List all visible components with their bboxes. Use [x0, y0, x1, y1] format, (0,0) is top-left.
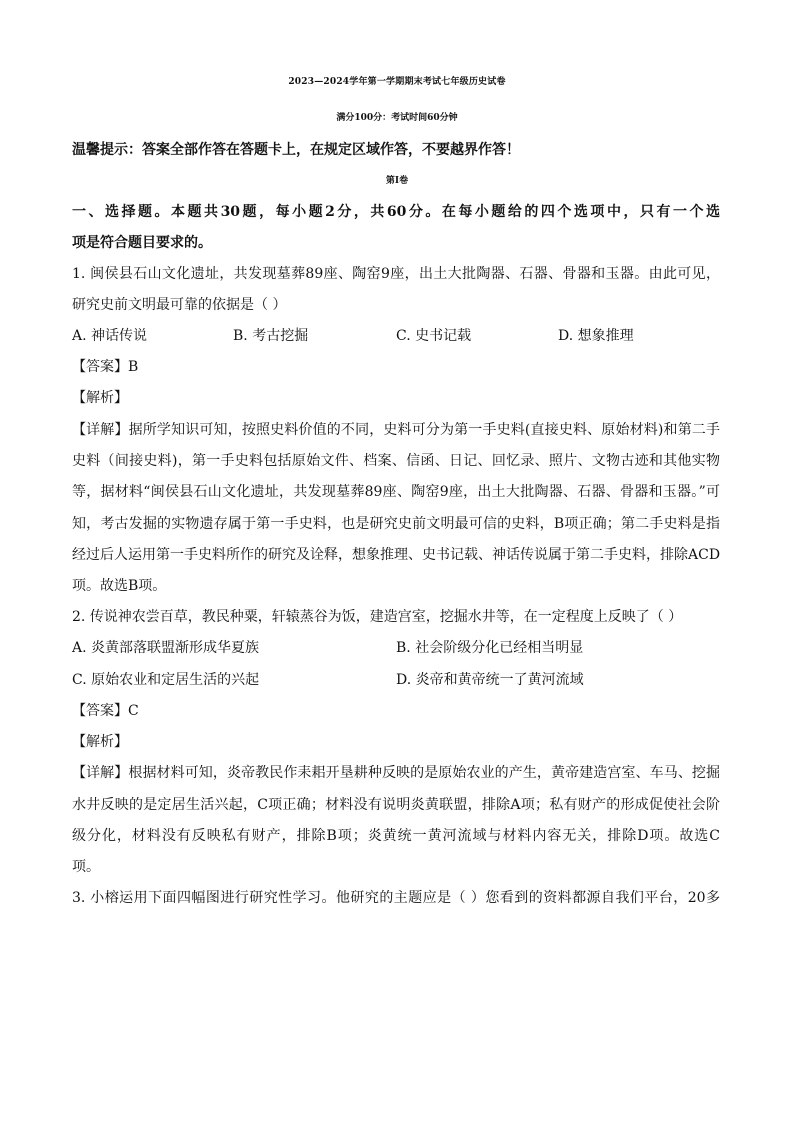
- question-2-option-d: D. 炎帝和黄帝统一了黄河流域: [396, 672, 584, 688]
- question-1-detail-line-2: 史料（间接史料)，第一手史料包括原始文件、档案、信函、日记、回忆录、照片、文物古迹和其他实物: [72, 453, 720, 469]
- question-2-detail-line-3: 级分化，材料没有反映私有财产，排除B项；炎黄统一黄河流域与材料内容无关，排除D项。故选C: [72, 828, 720, 844]
- question-1-option-c: C. 史书记载: [396, 328, 472, 344]
- question-1-option-b: B. 考古挖掘: [233, 328, 309, 344]
- question-2-answer: 【答案】C: [72, 703, 139, 719]
- question-2-analysis-label: 【解析】: [72, 734, 128, 750]
- question-2-option-a: A. 炎黄部落联盟渐形成华夏族: [72, 640, 260, 656]
- question-3-stem-line-1: 3. 小榕运用下面四幅图进行研究性学习。他研究的主题应是（ ）您看到的资料都源自我们平台，20多: [72, 890, 720, 906]
- question-1-option-d: D. 想象推理: [558, 328, 634, 344]
- notice-line: 温馨提示：答案全部作答在答题卡上，在规定区域作答，不要越界作答！: [72, 142, 520, 158]
- question-1-detail-line-4: 知，考古发掘的实物遗存属于第一手史料，也是研究史前文明最可信的史料，B项正确；第二手史料是指: [72, 516, 720, 532]
- question-2-detail-line-2: 水井反映的是定居生活兴起，C项正确；材料没有说明炎黄联盟，排除A项；私有财产的形成促使社会阶: [72, 797, 720, 813]
- volume-heading: 第Ⅰ卷: [385, 176, 409, 186]
- question-1-detail-line-1: 【详解】据所学知识可知，按照史料价值的不同，史料可分为第一手史料(直接史料、原始材料)和第二手: [72, 422, 720, 438]
- question-1-analysis-label: 【解析】: [72, 390, 128, 406]
- question-1-stem-line-1: 1. 闽侯县石山文化遗址，共发现墓葬89座、陶窑9座，出土大批陶器、石器、骨器和玉器。由此可见，: [72, 266, 720, 282]
- question-2-detail-line-4: 项。: [72, 859, 100, 875]
- question-2-stem-line-1: 2. 传说神农尝百草，教民种粟，轩辕蒸谷为饭，建造宫室，挖掘水井等，在一定程度上反映了（ ）: [72, 609, 683, 625]
- exam-title: 2023—2024学年第一学期期末考试七年级历史试卷: [288, 77, 506, 87]
- question-1-option-a: A. 神话传说: [72, 328, 148, 344]
- question-1-answer: 【答案】B: [72, 359, 139, 375]
- question-1-stem-line-2: 研究史前文明最可靠的依据是（ ）: [72, 297, 287, 313]
- question-2-option-c: C. 原始农业和定居生活的兴起: [72, 672, 260, 688]
- question-2-option-b: B. 社会阶级分化已经相当明显: [396, 640, 584, 656]
- section-instruction-line-2: 项是符合题目要求的。: [72, 235, 212, 251]
- question-2-detail-line-1: 【详解】根据材料可知，炎帝教民作耒耜开垦耕种反映的是原始农业的产生，黄帝建造宫室、车马、挖掘: [72, 765, 720, 781]
- question-1-detail-line-5: 经过后人运用第一手史料所作的研究及诠释，想象推理、史书记载、神话传说属于第二手史料，排除ACD: [72, 547, 721, 563]
- section-instruction-line-1: 一、选择题。本题共30题，每小题2分，共60分。在每小题给的四个选项中，只有一个选: [72, 204, 720, 220]
- question-1-detail-line-3: 等，据材料“闽侯县石山文化遗址，共发现墓葬89座、陶窑9座，出土大批陶器、石器、骨器和玉器。”可: [72, 484, 720, 500]
- question-1-detail-line-6: 项。故选B项。: [72, 578, 167, 594]
- score-time-line: 满分100分：考试时间60分钟: [336, 113, 458, 123]
